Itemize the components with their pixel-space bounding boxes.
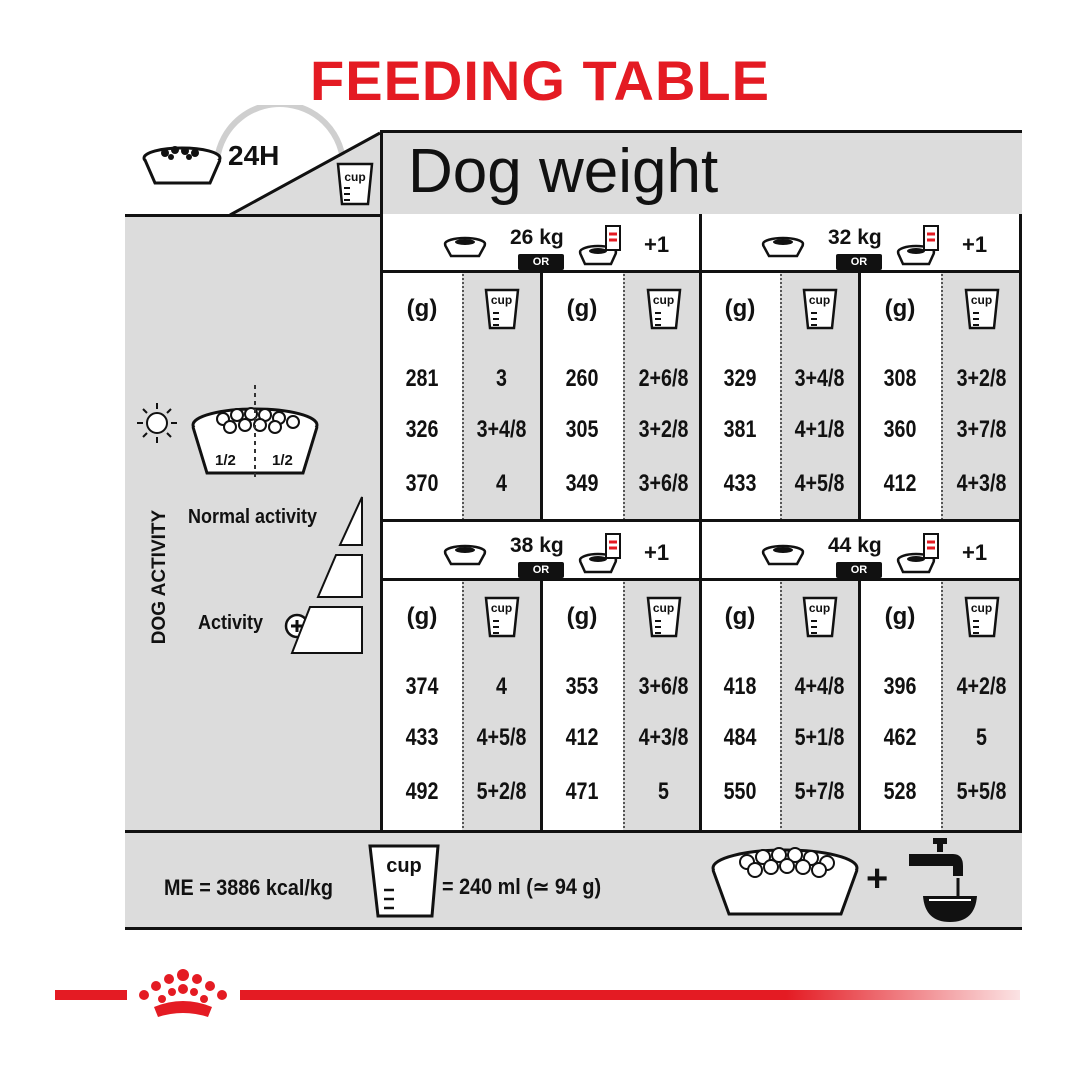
- table-cell: 329: [723, 365, 757, 392]
- dotted-divider: [780, 274, 782, 520]
- hours-label: 24H: [228, 140, 280, 171]
- grid-line: [380, 214, 383, 830]
- grams-unit-label: (g): [884, 295, 916, 322]
- dog-weight-label: Dog weight: [408, 137, 719, 206]
- table-cell: 360: [883, 416, 917, 443]
- dotted-divider: [462, 582, 464, 828]
- wet-pouch-count: +1: [644, 232, 670, 257]
- table-cell: 374: [405, 673, 439, 700]
- table-cell: 462: [883, 724, 917, 751]
- table-cell: 3: [496, 365, 507, 392]
- dog-weight-value: 26 kg: [510, 226, 564, 249]
- weight-panel: [700, 522, 1022, 830]
- table-cell: 308: [883, 365, 917, 392]
- table-cell: 4+5/8: [476, 724, 527, 751]
- table-cell: 353: [565, 673, 599, 700]
- footer-cup-label: cup: [386, 855, 422, 877]
- dry-bowl-icon: [442, 234, 488, 263]
- table-cell: 418: [723, 673, 757, 700]
- bowl-icon: [144, 146, 220, 183]
- table-cell: 4+2/8: [956, 673, 1007, 700]
- grams-column: [541, 273, 623, 522]
- weight-panel-header: [700, 522, 1020, 578]
- table-cell: 3+7/8: [956, 416, 1007, 443]
- half-left: 1/2: [215, 452, 236, 469]
- or-badge: OR: [836, 562, 882, 578]
- crown-logo-icon: [128, 965, 238, 1025]
- dotted-divider: [623, 582, 625, 828]
- cup-equivalence: = 240 ml (≃ 94 g): [442, 874, 602, 899]
- brand-bar-left: [55, 990, 127, 1000]
- table-cell: 484: [723, 724, 757, 751]
- table-cell: 528: [883, 778, 917, 805]
- cup-unit-label: cup: [970, 293, 993, 307]
- table-cell: 433: [723, 470, 757, 497]
- table-cell: 381: [723, 416, 757, 443]
- table-cell: 3+2/8: [638, 416, 689, 443]
- table-cell: 3+6/8: [638, 470, 689, 497]
- grid-line: [1019, 214, 1022, 830]
- table-cell: 433: [405, 724, 439, 751]
- cup-column: [780, 273, 859, 522]
- table-cell: 471: [565, 778, 599, 805]
- half-right: 1/2: [272, 452, 293, 469]
- wet-pouch-count: +1: [644, 540, 670, 565]
- cup-icon: [334, 160, 376, 208]
- grams-column: [541, 581, 623, 830]
- dry-bowl-icon: [760, 234, 806, 263]
- activity-scale-icon: [290, 495, 370, 655]
- table-cell: 5: [976, 724, 987, 751]
- wet-pouch-count: +1: [962, 232, 988, 257]
- table-cell: 281: [405, 365, 439, 392]
- cup-column: [941, 273, 1022, 522]
- dotted-divider: [623, 274, 625, 520]
- column-divider: [540, 270, 543, 522]
- footer-bowl-icon: [705, 840, 865, 920]
- table-cell: 5+5/8: [956, 778, 1007, 805]
- weight-panel-header: [700, 214, 1020, 270]
- grams-column: [859, 581, 941, 830]
- weight-panel: [382, 522, 704, 830]
- grams-unit-label: (g): [566, 603, 598, 630]
- sun-icon: [137, 403, 177, 443]
- wet-pouch-count: +1: [962, 540, 988, 565]
- column-divider: [858, 270, 861, 522]
- brand-bar-right: [240, 990, 1020, 1000]
- table-cell: 4+1/8: [794, 416, 845, 443]
- grams-unit-label: (g): [884, 603, 916, 630]
- table-cell: 326: [405, 416, 439, 443]
- cup-label: cup: [344, 170, 366, 184]
- split-bowl-icon: [193, 385, 317, 480]
- dotted-divider: [941, 582, 943, 828]
- table-cell: 3+6/8: [638, 673, 689, 700]
- table-cell: 5+2/8: [476, 778, 527, 805]
- cup-unit-label: cup: [490, 601, 513, 615]
- table-cell: 5: [658, 778, 669, 805]
- dotted-divider: [941, 274, 943, 520]
- grid-line: [382, 519, 1022, 522]
- table-cell: 3+4/8: [794, 365, 845, 392]
- cup-unit-label: cup: [808, 601, 831, 615]
- grams-unit-label: (g): [724, 603, 756, 630]
- grams-column: [382, 273, 462, 522]
- weight-panel-header: [382, 214, 702, 270]
- cup-column: [462, 581, 541, 830]
- table-cell: 396: [883, 673, 917, 700]
- dotted-divider: [780, 582, 782, 828]
- wet-food-bowl-icon: [578, 530, 624, 579]
- divider: [380, 130, 383, 215]
- dotted-divider: [462, 274, 464, 520]
- grams-unit-label: (g): [406, 603, 438, 630]
- weight-panel-header: [382, 522, 702, 578]
- wet-food-bowl-icon: [896, 530, 942, 579]
- moon-icon: [335, 407, 353, 443]
- cup-unit-label: cup: [808, 293, 831, 307]
- table-cell: 4+5/8: [794, 470, 845, 497]
- table-cell: 4+3/8: [638, 724, 689, 751]
- footer-bottom-line: [125, 927, 1022, 930]
- or-badge: OR: [518, 562, 564, 578]
- grams-column: [700, 581, 780, 830]
- dry-bowl-icon: [760, 542, 806, 571]
- table-cell: 260: [565, 365, 599, 392]
- dry-bowl-icon: [442, 542, 488, 571]
- normal-activity-label: Normal activity: [188, 506, 318, 528]
- table-cell: 412: [565, 724, 599, 751]
- dog-weight-value: 38 kg: [510, 534, 564, 557]
- grams-unit-label: (g): [724, 295, 756, 322]
- table-cell: 550: [723, 778, 757, 805]
- cup-column: [623, 581, 704, 830]
- table-cell: 412: [883, 470, 917, 497]
- table-cell: 305: [565, 416, 599, 443]
- footer-plus: +: [866, 858, 889, 900]
- page-title: FEEDING TABLE: [310, 49, 770, 112]
- cup-column: [623, 273, 704, 522]
- cup-column: [780, 581, 859, 830]
- day-night-bowl: [135, 385, 365, 485]
- grams-unit-label: (g): [406, 295, 438, 322]
- table-cell: 4: [496, 470, 507, 497]
- weight-panel: [382, 214, 704, 522]
- table-cell: 5+7/8: [794, 778, 845, 805]
- cup-column: [462, 273, 541, 522]
- cup-unit-label: cup: [490, 293, 513, 307]
- footer-cup-icon: [366, 842, 442, 920]
- wet-food-bowl-icon: [578, 222, 624, 271]
- table-cell: 3+2/8: [956, 365, 1007, 392]
- cup-unit-label: cup: [652, 601, 675, 615]
- dog-weight-value: 44 kg: [828, 534, 882, 557]
- table-cell: 370: [405, 470, 439, 497]
- table-cell: 492: [405, 778, 439, 805]
- energy-label: ME = 3886 kcal/kg: [164, 875, 333, 900]
- or-badge: OR: [836, 254, 882, 270]
- or-badge: OR: [518, 254, 564, 270]
- table-cell: 4+3/8: [956, 470, 1007, 497]
- table-cell: 349: [565, 470, 599, 497]
- dog-weight-value: 32 kg: [828, 226, 882, 249]
- grams-column: [859, 273, 941, 522]
- weight-panel: [700, 214, 1022, 522]
- grams-column: [382, 581, 462, 830]
- activity-plus-label: Activity: [198, 612, 264, 634]
- column-divider: [540, 578, 543, 830]
- table-cell: 4: [496, 673, 507, 700]
- grams-unit-label: (g): [566, 295, 598, 322]
- grid-line: [699, 214, 702, 830]
- cup-column: [941, 581, 1022, 830]
- grams-column: [700, 273, 780, 522]
- cup-unit-label: cup: [970, 601, 993, 615]
- column-divider: [858, 578, 861, 830]
- cup-unit-label: cup: [652, 293, 675, 307]
- wet-food-bowl-icon: [896, 222, 942, 271]
- table-cell: 5+1/8: [794, 724, 845, 751]
- table-cell: 3+4/8: [476, 416, 527, 443]
- table-cell: 2+6/8: [638, 365, 689, 392]
- dog-activity-label: DOG ACTIVITY: [149, 509, 170, 645]
- table-cell: 4+4/8: [794, 673, 845, 700]
- water-tap-icon: [905, 836, 981, 926]
